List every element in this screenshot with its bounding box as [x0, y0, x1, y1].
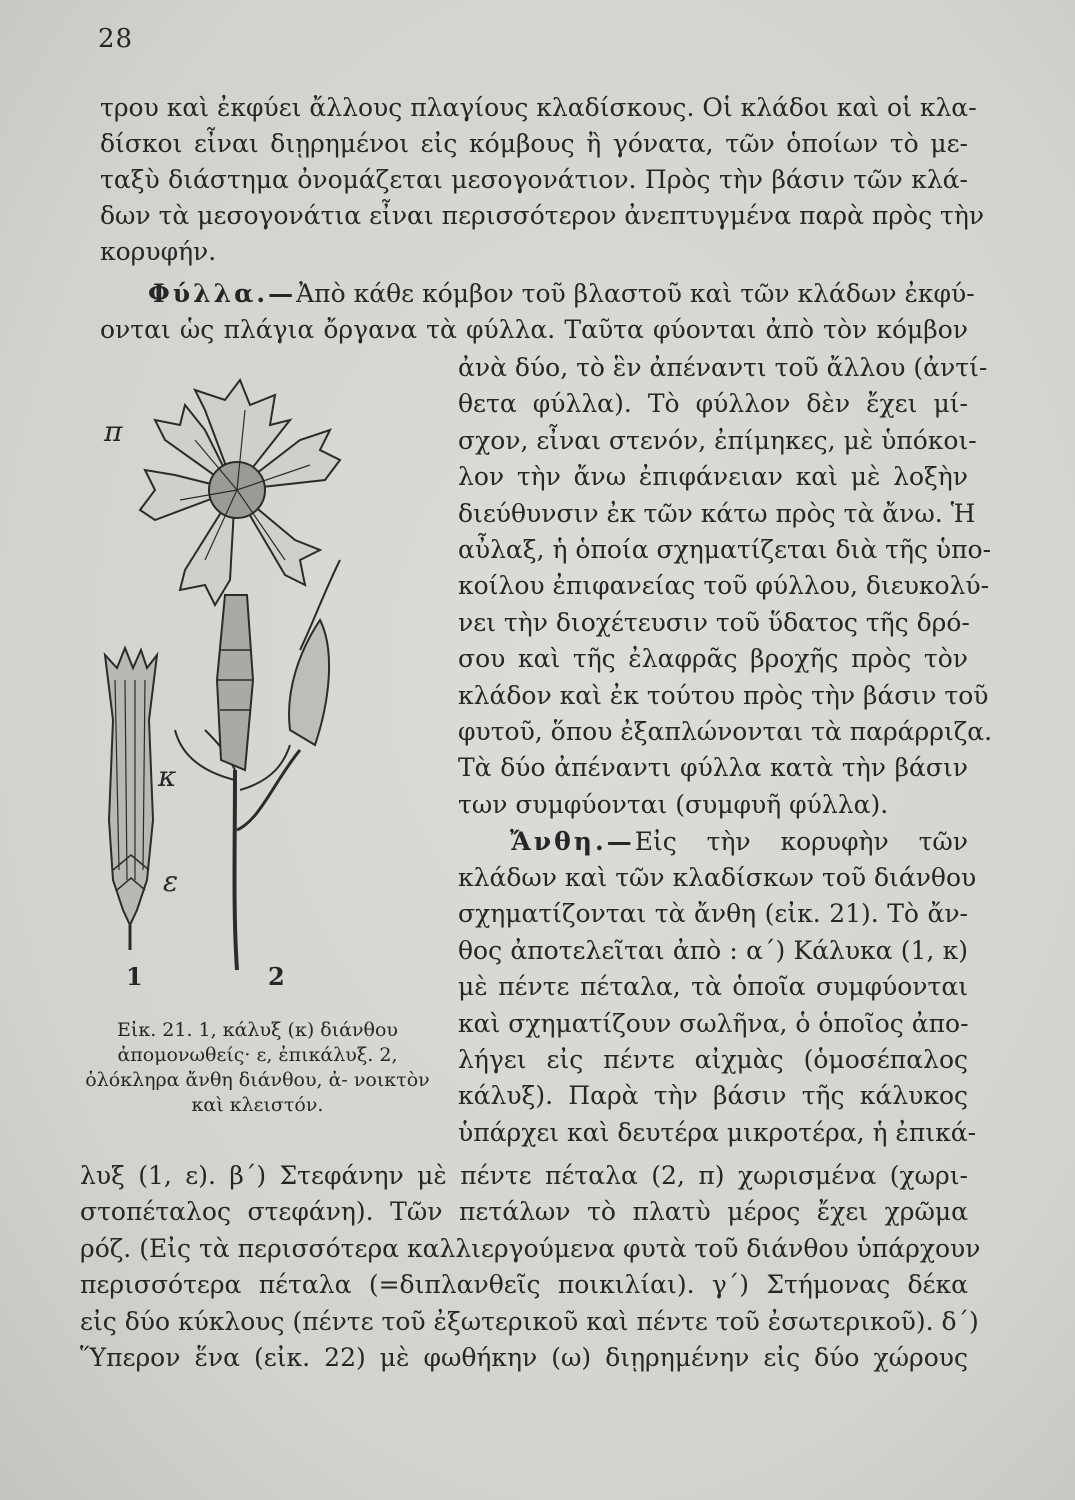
text-line: θος ἀποτελεῖται ἀπὸ : α΄) Κάλυκα (1, κ) — [458, 935, 968, 965]
text-line: κλάδον καὶ ἐκ τούτου πρὸς τὴν βάσιν τοῦ — [458, 680, 989, 710]
flower-stem-drawing — [175, 560, 340, 970]
text-line: σου καὶ τῆς ἐλαφρᾶς βροχῆς πρὸς τὸν — [458, 644, 968, 674]
text-line: λον τὴν ἄνω ἐπιφάνειαν καὶ μὲ λοξὴν — [458, 462, 968, 492]
epicalyx-label: ε — [163, 865, 179, 898]
text-line: αὖλαξ, ἡ ὁποία σχηματίζεται διὰ τῆς ὑπο- — [458, 535, 992, 564]
text-line: περισσότερα πέταλα (=διπλανθεῖς ποικιλίαι). γ΄) Στήμονας δέκα — [80, 1270, 968, 1300]
text-line: κλάδων καὶ τῶν κλαδίσκων τοῦ διάνθου — [458, 863, 977, 892]
carnation-illustration — [85, 350, 425, 990]
figure-number-1: 1 — [126, 962, 143, 991]
text-line: κάλυξ). Παρὰ τὴν βάσιν τῆς κάλυκος — [458, 1081, 968, 1111]
text-line: φυτοῦ, ὅπου ἐξαπλώνονται τὰ παράρριζα. — [458, 717, 993, 746]
text-line: ὑπάρχει καὶ δευτέρα μικροτέρα, ἡ ἐπικά- — [458, 1117, 977, 1147]
text-line: καὶ σχηματίζουν σωλῆνα, ὁ ὁποῖος ἀπο- — [458, 1008, 969, 1038]
text-line: νει τὴν διοχέτευσιν τοῦ ὕδατος τῆς δρό- — [458, 607, 970, 637]
text-line: Ὕπερον ἕνα (εἰκ. 22) μὲ φωθήκην (ω) διῃρημένην εἰς δύο χώρους — [80, 1343, 968, 1372]
flowers-heading: Ἄνθη.— — [510, 827, 635, 856]
flower-head-drawing — [140, 380, 340, 605]
text-line: ρόζ. (Εἰς τὰ περισσότερα καλλιεργούμενα φυτὰ τοῦ διάνθου ὑπάρχουν — [80, 1233, 981, 1263]
text-line: εἰς δύο κύκλους (πέντε τοῦ ἐξωτερικοῦ καὶ πέντε τοῦ ἐσωτερικοῦ). δ΄) — [80, 1306, 979, 1336]
text-line: θετα φύλλα). Τὸ φύλλον δὲν ἔχει μί- — [458, 389, 968, 419]
text-line: λήγει εἰς πέντε αἰχμὰς (ὁμοσέπαλος — [458, 1045, 968, 1074]
leaves-heading: Φύλλα.— — [148, 279, 297, 308]
leaves-first-line: Φύλλα.—Ἀπὸ κάθε κόμβον τοῦ βλαστοῦ καὶ τῶν κλάδων ἐκφύ- — [148, 279, 975, 308]
text-line: στοπέταλος στεφάνη). Τῶν πετάλων τὸ πλατὺ μέρος ἔχει χρῶμα — [80, 1197, 968, 1227]
text-line: ονται ὡς πλάγια ὄργανα τὰ φύλλα. Ταῦτα φύονται ἀπὸ τὸν κόμβον — [100, 315, 968, 344]
text-line: ταξὺ διάστημα ὀνομάζεται μεσογονάτιον. Πρὸς τὴν βάσιν τῶν κλά- — [100, 165, 968, 194]
calyx-label: κ — [158, 760, 177, 793]
text-line: σχηματίζονται τὰ ἄνθη (εἰκ. 21). Τὸ ἄν- — [458, 899, 968, 929]
text-line: σχον, εἶναι στενόν, ἐπίμηκες, μὲ ὑπόκοι- — [458, 425, 977, 455]
page-number: 28 — [98, 24, 134, 54]
text-line: μὲ πέντε πέταλα, τὰ ὁποῖα συμφύονται — [458, 972, 968, 1002]
text-line: τρου καὶ ἐκφύει ἄλλους πλαγίους κλαδίσκους. Οἱ κλάδοι καὶ οἱ κλα- — [100, 93, 977, 122]
isolated-calyx-drawing — [105, 648, 157, 950]
text-line: διεύθυνσιν ἐκ τῶν κάτω πρὸς τὰ ἄνω. Ἡ — [458, 498, 976, 528]
text-line: Τὰ δύο ἀπέναντι φύλλα κατὰ τὴν βάσιν — [458, 753, 968, 783]
flowers-first-line: Ἄνθη.—Εἰς τὴν κορυφὴν τῶν — [510, 827, 968, 856]
figure-number-2: 2 — [268, 962, 285, 991]
text-line: των συμφύονται (συμφυῆ φύλλα). — [458, 789, 889, 819]
text-line: κοίλου ἐπιφανείας τοῦ φύλλου, διευκολύ- — [458, 571, 990, 601]
text-line: δων τὰ μεσογονάτια εἶναι περισσότερον ἀνεπτυγμένα παρὰ πρὸς τὴν — [100, 201, 985, 230]
petal-label: π — [104, 415, 123, 448]
text-line: λυξ (1, ε). β΄) Στεφάνην μὲ πέντε πέταλα (2, π) χωρισμένα (χωρι- — [80, 1161, 968, 1190]
text-line: δίσκοι εἶναι διῃρημένοι εἰς κόμβους ἢ γόνατα, τῶν ὁποίων τὸ με- — [100, 129, 968, 158]
text-line: ἀνὰ δύο, τὸ ἓν ἀπέναντι τοῦ ἄλλου (ἀντί- — [458, 353, 988, 382]
figure-caption: Εἰκ. 21. 1, κάλυξ (κ) διάνθου ἀπομονωθείς· ε, ἐπικάλυξ. 2, ὁλόκληρα ἄνθη διάνθου, ἀ- νοικτὸν καὶ κλειστόν. — [85, 1019, 430, 1116]
text-line: κορυφήν. — [100, 237, 217, 266]
